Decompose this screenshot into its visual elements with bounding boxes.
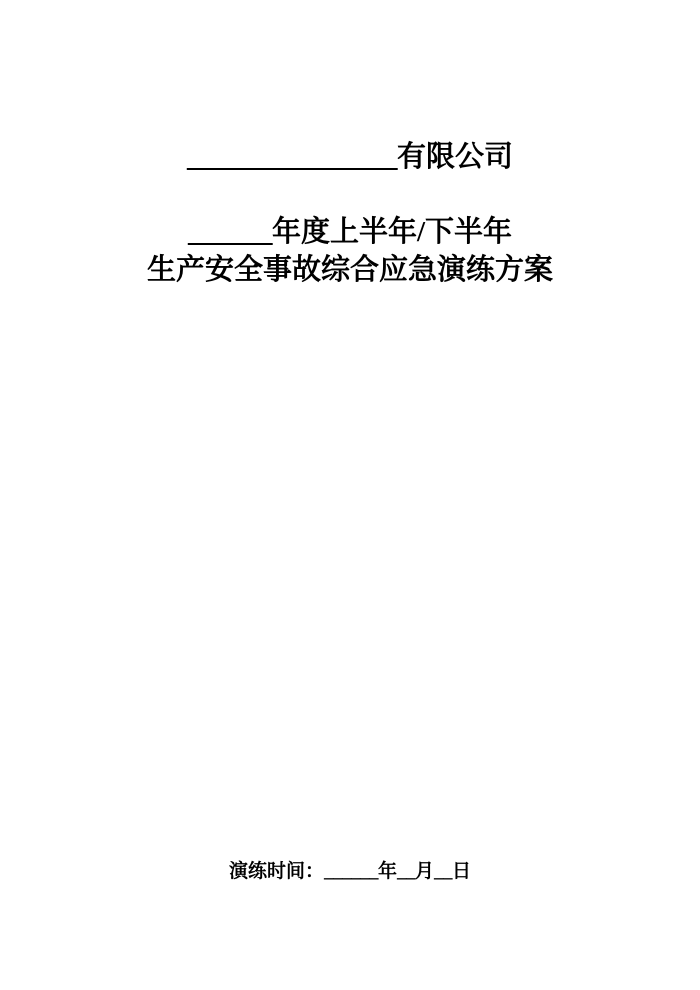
drill-time-line	[0, 859, 700, 885]
document-title	[0, 213, 700, 289]
drill-day-blank: __	[434, 861, 453, 882]
title-period-line	[188, 216, 512, 248]
main-title-text: 生产安全事故综合应急演练方案	[146, 254, 553, 286]
drill-month-blank: __	[397, 861, 415, 882]
company-name-blank: _______________	[186, 141, 397, 173]
company-suffix-text: 有限公司	[396, 141, 513, 173]
month-unit-text: 月	[415, 861, 435, 882]
year-period-blank: ______	[187, 216, 272, 248]
drill-year-blank: ______	[323, 861, 378, 882]
year-unit-text: 年	[377, 861, 397, 882]
day-unit-text: 日	[452, 861, 472, 882]
company-name-line	[0, 138, 700, 176]
blank-line-spacer	[0, 176, 700, 213]
drill-time-label: 演练时间：	[228, 861, 324, 882]
period-text: 年度上半年/下半年	[271, 216, 513, 248]
